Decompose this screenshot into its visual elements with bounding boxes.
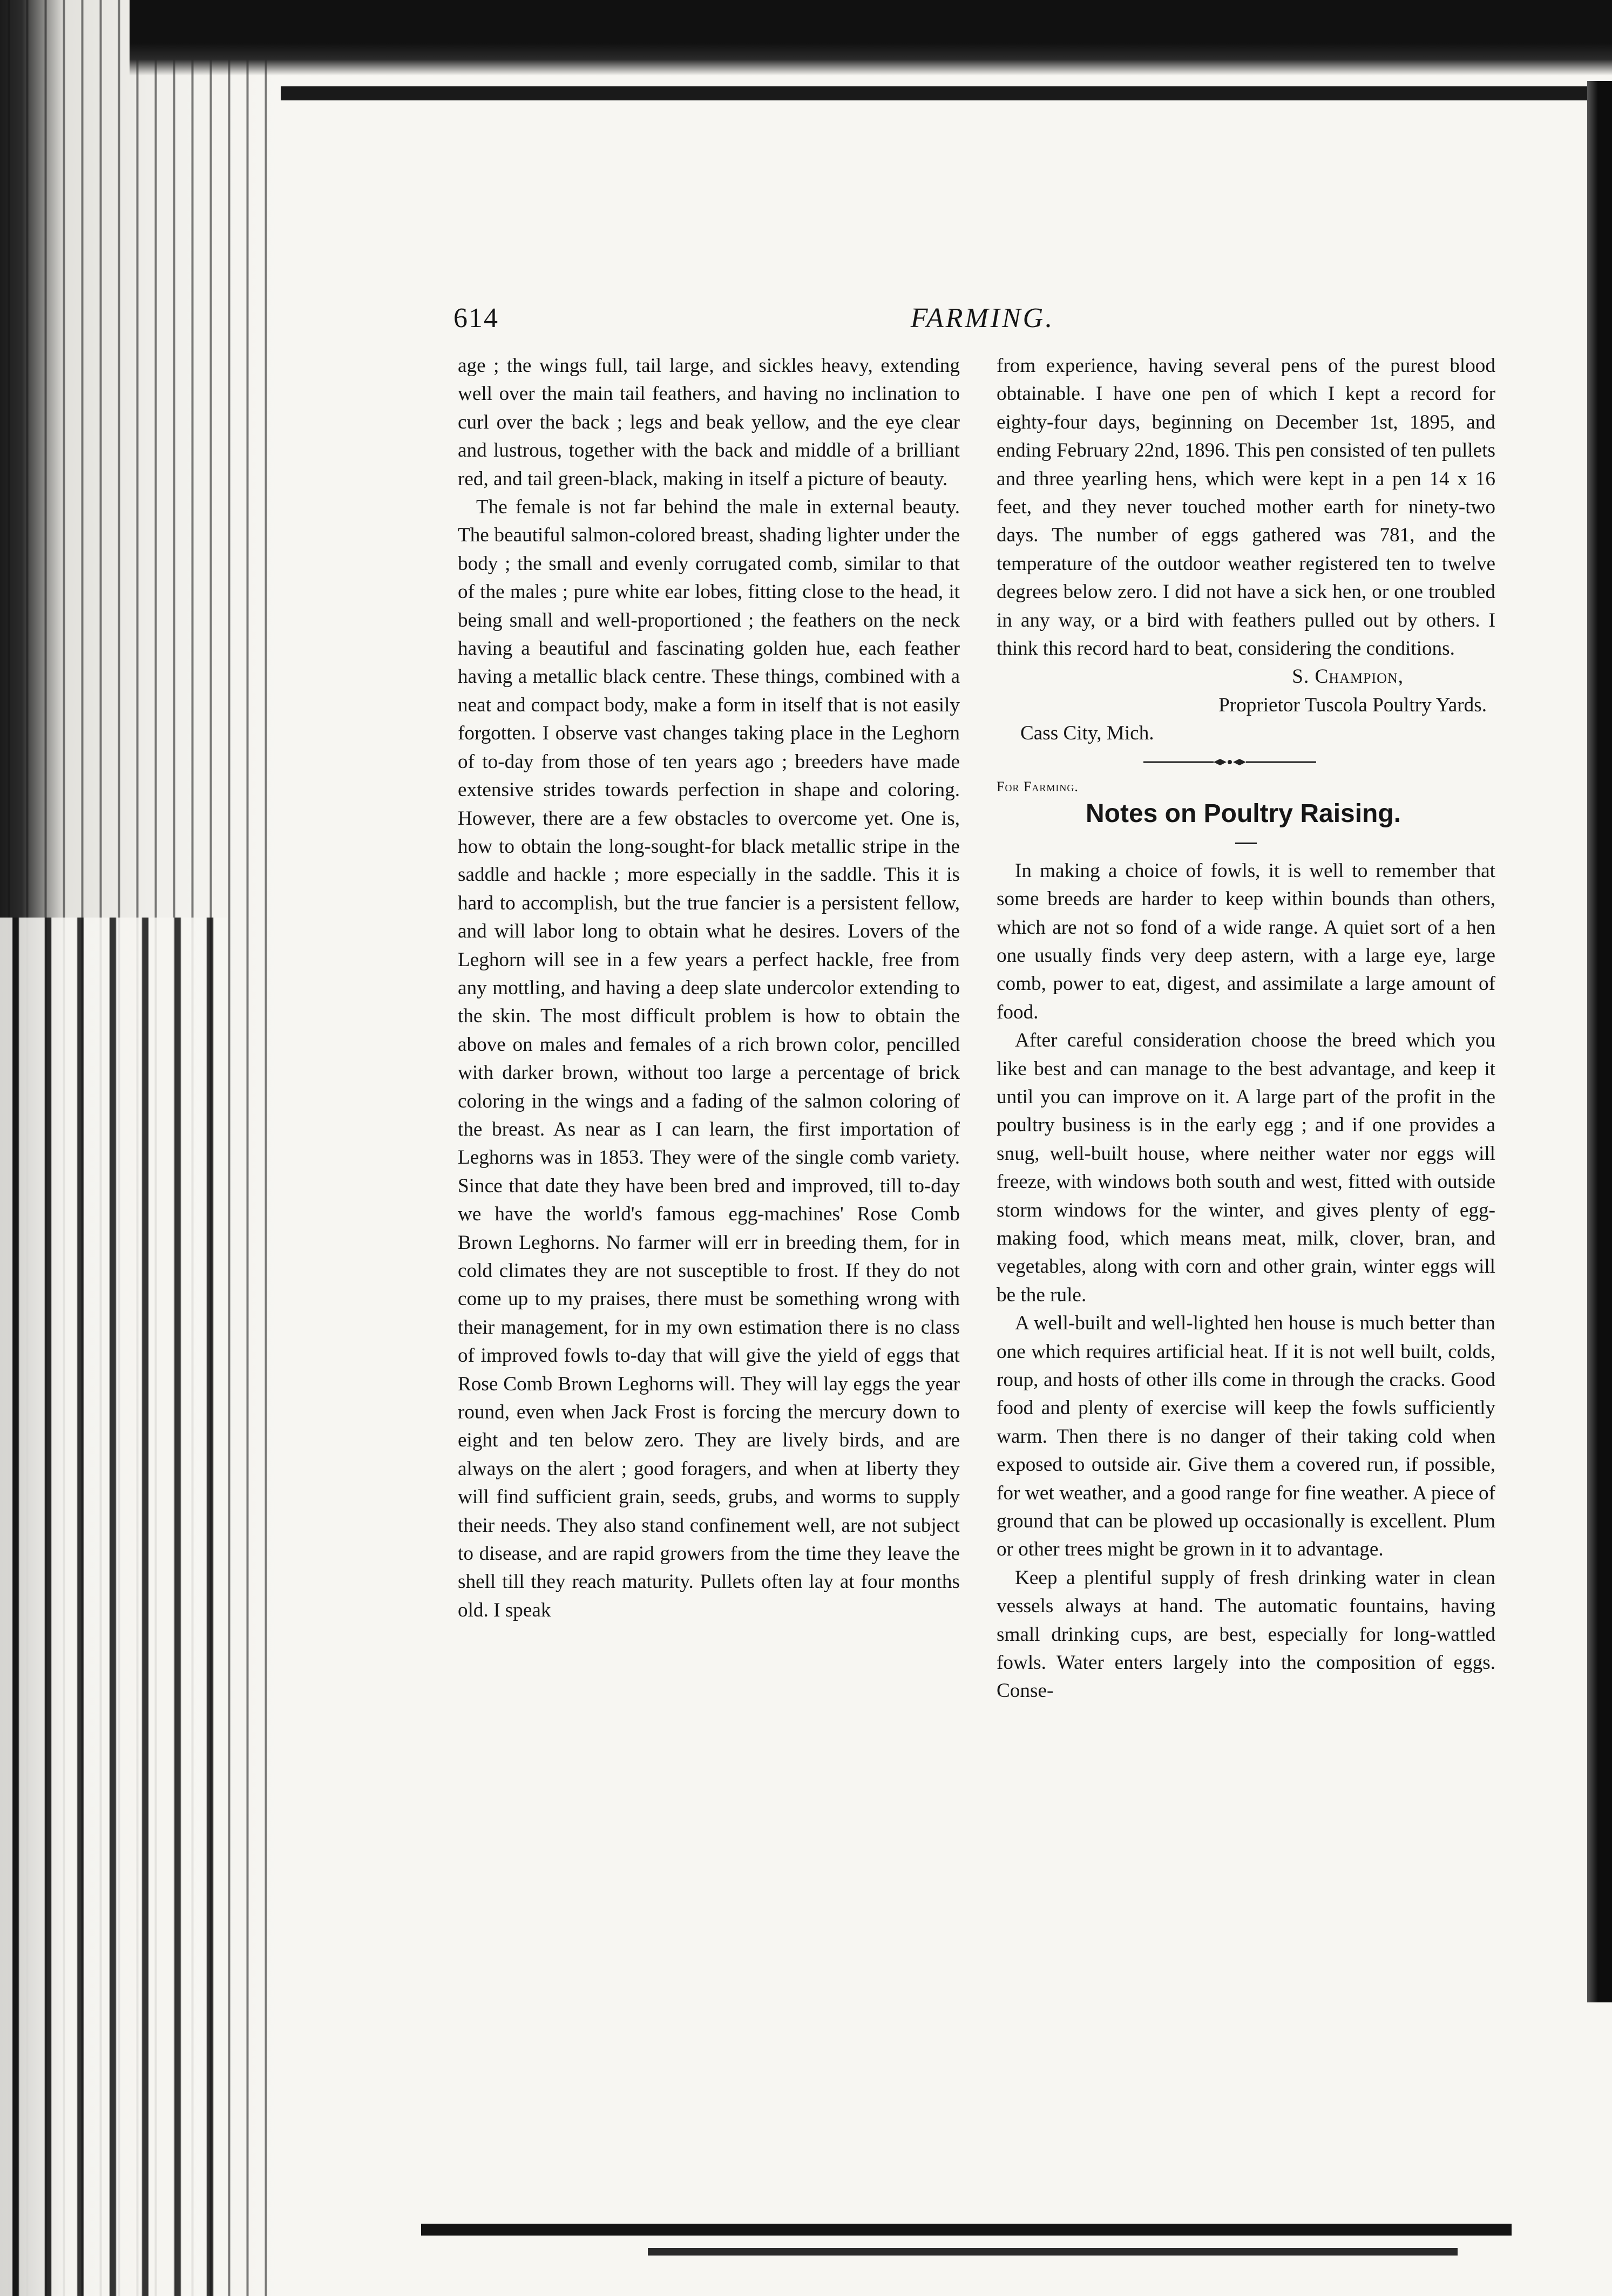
right-paragraph-3: A well-built and well-lighted hen house is much better than one which requires artificial heat. If it is not well built, colds, roup, and hosts of other ills come in through the cracks. Good food and plenty of exercise will keep the fowls sufficiently warm. Then there is no danger of their taking cold when exposed to outside air. Give them a covered run, if possible, for wet weather, and a good range for fine weather. A piece of ground that can be plowed up occasionally is excellent. Plum or other trees might be grown in it to advantage. [997, 1312, 1495, 1561]
for-farming-line: For Farming. [997, 778, 1079, 794]
place-line: Cass City, Mich. [1020, 722, 1154, 745]
proprietor-line: Proprietor Tuscola Poultry Yards. [1218, 694, 1487, 716]
left-column [458, 352, 960, 1625]
right-column [997, 352, 1495, 1706]
signature: S. Champion, [1292, 665, 1404, 688]
title-dash [997, 830, 1495, 857]
scan-top-edge [130, 0, 1612, 76]
running-title: FARMING. [910, 303, 1055, 334]
right-paragraph-2: After careful consideration choose the breed which you like best and can manage to the best advantage, and keep it until you can improve on it. A large part of the profit in the poultry business is in the early egg ; and if one provides a snug, well-built house, where neither water nor eggs will freeze, with windows both south and west, fitted with outside storm windows for the winter, and gives plenty of egg-making food, which means meat, milk, clover, bran, and vegetables, along with corn and other grain, winter eggs will be the rule. [997, 1029, 1495, 1306]
scan-left-binding [0, 918, 227, 2296]
article-title: Notes on Poultry Raising. [1085, 799, 1401, 828]
continuation-paragraph: from experience, having several pens of the purest blood obtainable. I have one pen of which I kept a record for eighty-four days, beginning on December 1st, 1895, and ending February 22nd, 1896. This pen consisted of ten pullets and three yearling hens, which were kept in a pen 14 x 16 feet, and they never touched mother earth for ninety-two days. The number of eggs gathered was 781, and the temperature of the outdoor weather registered ten to twelve degrees below zero. I did not have a sick hen, or one troubled in any way, or a bird with feathers pulled out by others. I think this record hard to beat, considering the conditions. [997, 355, 1495, 660]
scan-top-rule [281, 86, 1587, 100]
right-paragraph-1: In making a choice of fowls, it is well to remember that some breeds are harder to keep within bounds than others, which are not so fond of a wide range. A quiet sort of a hen one usually finds very deep astern, with a large eye, large comb, power to eat, digest, and assimilate a large amount of food. [997, 859, 1495, 1023]
section-divider-ornament [997, 748, 1495, 776]
divider-ornament-icon [1143, 757, 1316, 767]
left-paragraph-1: age ; the wings full, tail large, and sickles heavy, extending well over the main tail feathers, and having no inclination to curl over the back ; legs and beak yellow, and the eye clear and lustrous, together with the back and middle of a brilliant red, and tail green-black, making in itself a picture of beauty. [458, 355, 960, 490]
scan-right-edge [1587, 81, 1612, 2002]
page-header [453, 302, 1495, 351]
scan-bottom-edge-2 [648, 2248, 1458, 2256]
scan-bottom-edge [421, 2224, 1512, 2236]
left-paragraph-2: The female is not far behind the male in external beauty. The beautiful salmon-colored breast, shading lighter under the body ; the small and evenly corrugated comb, similar to that of the males ; pure white ear lobes, fitting close to the head, it being small and well-proportioned ; the feathers on the neck having a beautiful and fascinating golden hue, each feather having a metallic black centre. These things, combined with a neat and compact body, make a form in itself that is not easily forgotten. I observe vast changes taking place in the Leghorn of to-day from those of ten years ago ; breeders have made extensive strides towards perfection in shape and coloring. However, there are a few obstacles to overcome yet. One is, how to obtain the long-sought-for black metallic stripe in the saddle and hackle ; more especially in the saddle. This it is hard to accomplish, but the true fancier is a persistent fellow, and will labor long to obtain what he desires. Lovers of the Leghorn will see in a few years a perfect hackle, free from any mottling, and having a deep slate undercolor extending to the skin. The most difficult problem is how to obtain the above on males and females of a rich brown color, pencilled with darker brown, without too large a percentage of brick coloring in the wings and a fading of the salmon coloring of the breast. As near as I can learn, the first importation of Leghorns was in 1853. They were of the single comb variety. Since that date they have been bred and improved, till to-day we have the world's famous egg-machines' Rose Comb Brown Leghorns. No farmer will err in breeding them, for in cold climates they are not susceptible to frost. If they do not come up to my praises, there must be something wrong with their management, for in my own estimation there is no class of improved fowls to-day that will give the yield of eggs that Rose Comb Brown Leghorns will. They will lay eggs the year round, even when Jack Frost is forcing the mercury down to eight and ten below zero. They are lively birds, and are always on the alert ; good foragers, and when at liberty they will find sufficient grain, seeds, grubs, and worms to supply their needs. They also stand confinement well, are not subject to disease, and are rapid growers from the time they leave the shell till they reach maturity. Pullets often lay at four months old. I speak [458, 496, 960, 1621]
right-paragraph-4: Keep a plentiful supply of fresh drinking water in clean vessels always at hand. The automatic fountains, having small drinking cups, are best, especially for long-wattled fowls. Water enters largely into the composition of eggs. Conse- [997, 1566, 1495, 1702]
page-number: 614 [453, 303, 499, 334]
